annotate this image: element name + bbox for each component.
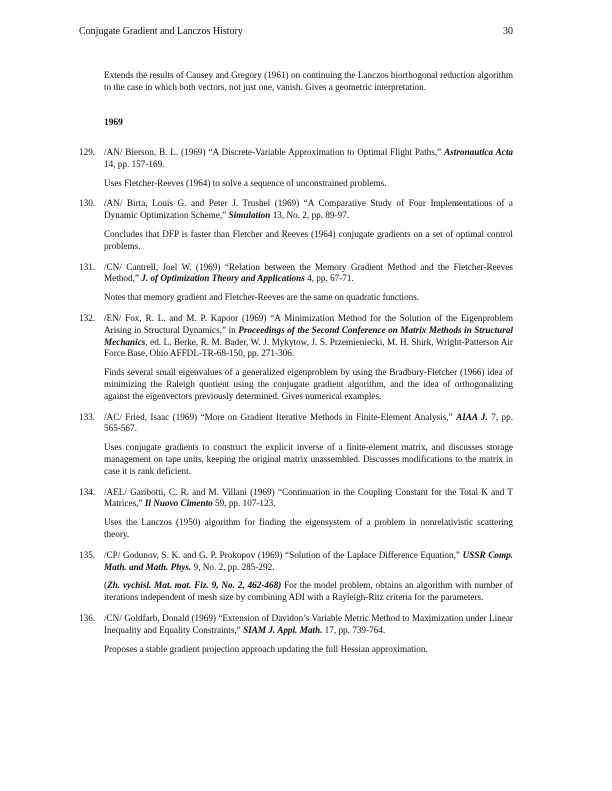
citation (104, 262, 513, 286)
citation-volume-pages: , ed. L. Berke, R. M. Bader, W. J. Mykytow, J. S. Przemieniecki, M. H. Shirk, Wright-Patterson Air Force Base, Ohio AFFDL-TR-68-150, pp. 271-306. (104, 336, 513, 359)
annotation: Finds several small eigenvalues of a generalized eigenproblem by using the Bradbury-Fletcher (1966) idea of minimizing the Raleigh quotient using the conjugate gradient algorithm, and the idea of orthogonalizing against the eigenvectors previously determined. Gives numerical examples. (104, 367, 513, 401)
journal-name: Astronautica Acta (444, 147, 513, 157)
entry-body (104, 313, 513, 403)
bib-entry (79, 487, 513, 541)
citation-volume-pages: 17, pp. 739-764. (322, 624, 386, 635)
entry-body (104, 550, 513, 604)
entry-body (104, 613, 513, 655)
bib-entry (79, 550, 513, 604)
citation (104, 550, 513, 574)
entry-number: 130. (79, 198, 96, 209)
entry-body (104, 487, 513, 541)
citation (104, 313, 513, 360)
entry-number: 132. (79, 312, 96, 323)
journal-name: Il Nuovo Cimento (144, 498, 213, 509)
citation-authors-title: /CN/ Cantrell, Joel W. (1969) “Relation between the Memory Gradient Method and the Fletcher-Reeves Method,” (104, 261, 513, 284)
annotation: Concludes that DFP is faster than Fletcher and Reeves (1964) conjugate gradients on a set of optimal control problems. (104, 228, 513, 251)
entry-number: 129. (79, 147, 96, 157)
citation-authors-title: /AEL/ Garibotti, C. R. and M. Villani (1969) “Continuation in the Coupling Constant for the Total K and T Matrices,” (104, 486, 513, 509)
bibliography-list (79, 147, 513, 664)
entry-body (104, 147, 513, 189)
annotation: Uses the Lanczos (1950) algorithm for finding the eigensystem of a problem in nonrelativistic scattering theory. (104, 517, 513, 539)
page-number: 30 (503, 26, 513, 37)
annotation: Uses conjugate gradients to construct the explicit inverse of a finite-element matrix, and discusses storage management on tape units, keeping the original matrix unassembled. Discusses modifications to the matrix in case it is rank deficient. (104, 442, 513, 476)
bib-entry (79, 613, 513, 655)
bib-entry (79, 412, 513, 478)
page-header (79, 26, 513, 37)
citation-authors-title: /CP/ Godunov, S. K. and G. P. Prokopov (1969) “Solution of the Laplace Difference Equation,” (104, 549, 463, 560)
entry-number: 135. (79, 549, 96, 560)
citation (104, 613, 513, 637)
citation (104, 147, 513, 171)
year-heading: 1969 (104, 118, 123, 128)
citation-authors-title: /CN/ Goldfarb, Donald (1969) “Extension of Davidon’s Variable Metric Method to Maximization under Linear Inequality and Equality Constraints,” (104, 612, 513, 635)
journal-name: J. of Optimization Theory and Applications (141, 273, 305, 284)
citation-volume-pages: 9, No. 2, pp. 285-292. (191, 561, 275, 572)
citation-volume-pages: 59, pp. 107-123. (212, 498, 276, 509)
entry-body (104, 198, 513, 252)
citation-volume-pages: 7, pp. 565-567. (104, 411, 514, 434)
running-title: Conjugate Gradient and Lanczos History (79, 26, 243, 37)
entry-number: 131. (79, 261, 96, 272)
citation (104, 412, 513, 436)
journal-name: AIAA J. (456, 411, 488, 422)
journal-name: Proceedings of the Second Conference on Matrix Methods in Structural Mechanics (104, 324, 514, 347)
annotation-text: For the model problem, obtains an algorithm with number of iterations independent of mesh size by combining ADI with a Rayleigh-Ritz criteria for the parameters. (104, 580, 513, 603)
citation-volume-pages: 13, No. 2, pp. 89-97. (270, 210, 349, 221)
russian-source: Zh. vychisl. Mat. mat. Fiz. 9, No. 2, 462-468) (107, 580, 282, 591)
bib-entry (79, 147, 513, 189)
annotation: Notes that memory gradient and Fletcher-Reeves are the same on quadratic functions. (104, 292, 420, 303)
journal-name: SIAM J. Appl. Math. (243, 624, 323, 635)
entry-body (104, 412, 513, 478)
bib-entry (79, 313, 513, 403)
entry-number: 134. (79, 486, 96, 497)
citation (104, 198, 513, 222)
bib-entry (79, 262, 513, 304)
citation-volume-pages: 4, pp. 67-71. (304, 273, 354, 284)
citation-volume-pages: 14, pp. 157-169. (104, 158, 165, 169)
journal-name: USSR Comp. Math. and Math. Phys. (104, 549, 513, 572)
continued-annotation: Extends the results of Causey and Gregory (1961) on continuing the Lanczos biorthogonal reduction algorithm to the case in which both vectors, not just one, vanish. Gives a geometric interpretation. (104, 70, 513, 92)
journal-name: Simulation (228, 210, 271, 221)
entry-body (104, 262, 513, 304)
citation-authors-title: /AN/ Birta, Louis G. and Peter J. Trushel (1969) “A Comparative Study of Four Implementations of a Dynamic Optimization Scheme,” (104, 198, 513, 221)
citation-authors-title: /AC/ Fried, Isaac (1969) “More on Gradient Iterative Methods in Finite-Element Analysis,” (104, 411, 457, 422)
annotation (104, 580, 513, 604)
citation (104, 487, 513, 511)
citation-authors-title: /EN/ Fox, R. L. and M. P. Kapoor (1969) “A Minimization Method for the Solution of the Eigenproblem Arising in Structural Dynamics,” in (104, 312, 513, 335)
entry-number: 136. (79, 612, 96, 623)
annotation: Proposes a stable gradient projection approach updating the full Hessian approximation. (104, 643, 428, 654)
citation-authors-title: /AN/ Bierson, B. L. (1969) “A Discrete-Variable Approximation to Optimal Flight Paths,” (104, 147, 445, 157)
entry-number: 133. (79, 411, 96, 422)
bib-entry (79, 198, 513, 252)
russian-source-open: ( (104, 580, 108, 591)
annotation: Uses Fletcher-Reeves (1964) to solve a sequence of unconstrained problems. (104, 177, 387, 188)
